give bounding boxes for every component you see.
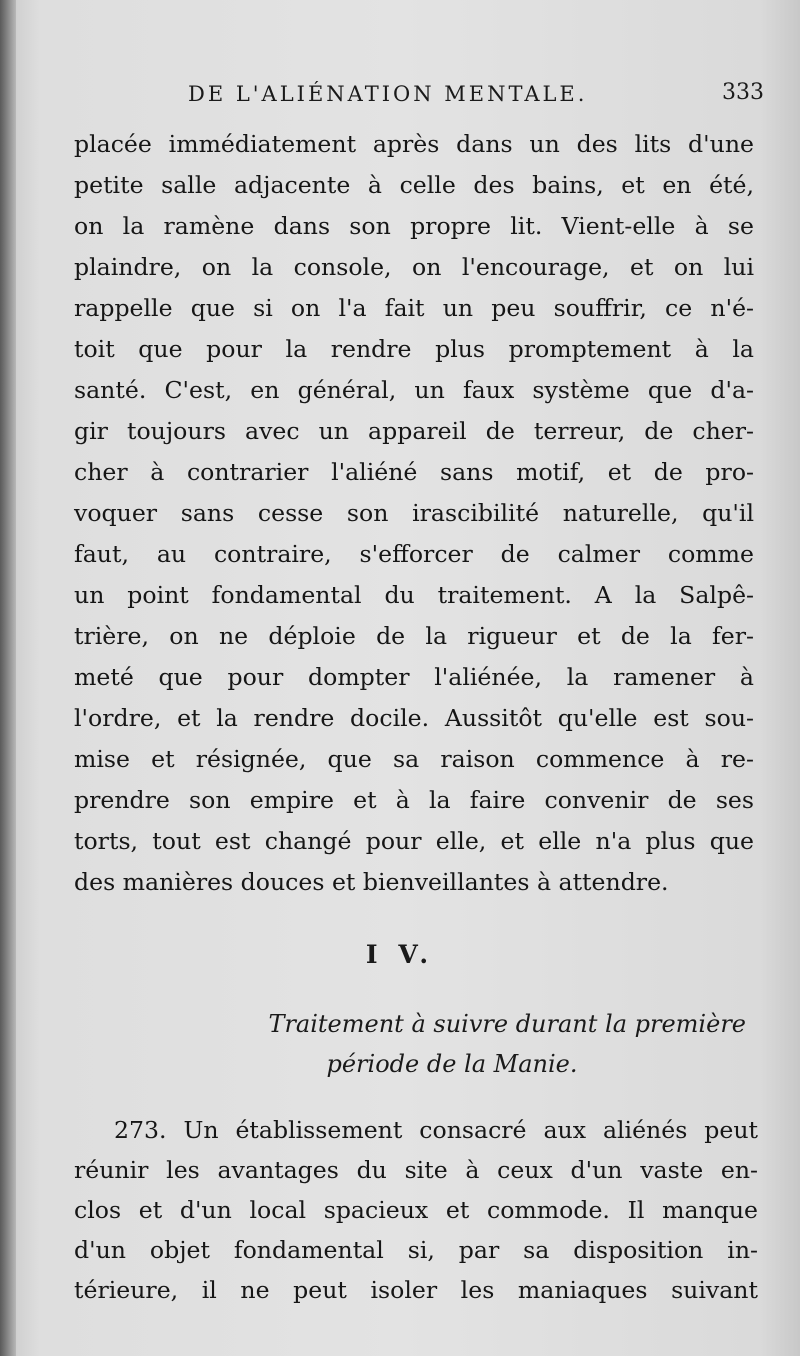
text-line: voquer sans cesse son irascibilité naturelle, qu'il	[74, 499, 754, 527]
text-line: trière, on ne déploie de la rigueur et de la fer-	[74, 622, 754, 650]
text-line-last: des manières douces et bienveillantes à attendre.	[74, 868, 669, 896]
text-line: toit que pour la rendre plus promptement à la	[74, 335, 754, 363]
section-title	[80, 1004, 760, 1084]
paragraph-273	[74, 1110, 758, 1310]
running-title: DE L'ALIÉNATION MENTALE.	[188, 82, 588, 106]
text-line: prendre son empire et à la faire convenir de ses	[74, 786, 754, 814]
section-title-line-1: Traitement à suivre durant la première	[268, 1010, 746, 1038]
text-line: placée immédiatement après dans un des lits d'une	[74, 130, 754, 158]
body-text	[74, 124, 754, 903]
text-line: un point fondamental du traitement. A la Salpê-	[74, 581, 754, 609]
text-line: mise et résignée, que sa raison commence à re-	[74, 745, 754, 773]
text-line: santé. C'est, en général, un faux système que d'a-	[74, 376, 754, 404]
text-line: 273. Un établissement consacré aux aliénés peut	[114, 1116, 758, 1144]
text-line: clos et d'un local spacieux et commode. Il manque	[74, 1196, 758, 1224]
text-line: cher à contrarier l'aliéné sans motif, et de pro-	[74, 458, 754, 486]
page-gutter-shadow	[0, 0, 16, 1356]
text-line: réunir les avantages du site à ceux d'un vaste en-	[74, 1156, 758, 1184]
page-number: 333	[722, 80, 764, 105]
text-line: plaindre, on la console, on l'encourage, et on lui	[74, 253, 754, 281]
text-line: térieure, il ne peut isoler les maniaques suivant	[74, 1276, 758, 1304]
page-header	[70, 78, 770, 114]
text-line: meté que pour dompter l'aliénée, la ramener à	[74, 663, 754, 691]
text-line: faut, au contraire, s'efforcer de calmer comme	[74, 540, 754, 568]
section-title-line-2: période de la Manie.	[326, 1050, 578, 1078]
text-line: on la ramène dans son propre lit. Vient-elle à se	[74, 212, 754, 240]
text-line: l'ordre, et la rendre docile. Aussitôt qu'elle est sou-	[74, 704, 754, 732]
text-line: gir toujours avec un appareil de terreur, de cher-	[74, 417, 754, 445]
text-line: torts, tout est changé pour elle, et elle n'a plus que	[74, 827, 754, 855]
text-line: petite salle adjacente à celle des bains, et en été,	[74, 171, 754, 199]
text-line: rappelle que si on l'a fait un peu souffrir, ce n'é-	[74, 294, 754, 322]
text-line: d'un objet fondamental si, par sa disposition in-	[74, 1236, 758, 1264]
section-number: I V.	[365, 940, 435, 969]
